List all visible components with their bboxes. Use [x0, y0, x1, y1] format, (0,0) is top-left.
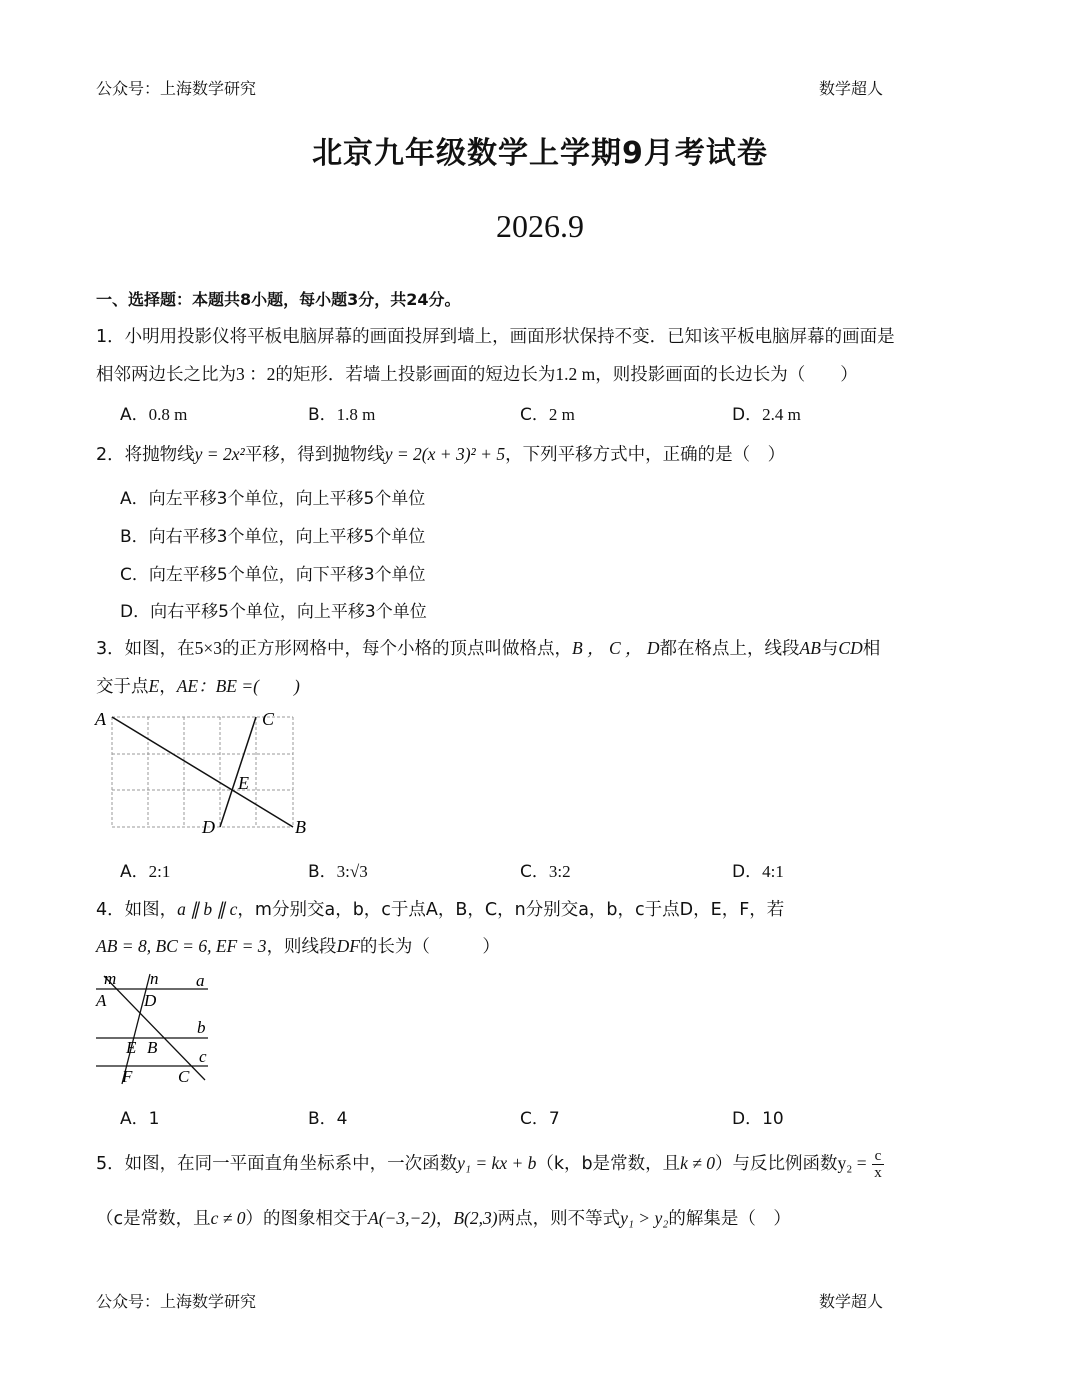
q1-text-c: ，则投影画面的长边长为（ ） [595, 365, 858, 385]
q5-line2: （c是常数，且c ≠ 0）的图象相交于A(−3,−2)，B(2,3)两点，则不等式y₁ > y₂的解集是（ ） [96, 1208, 791, 1229]
q2-text-c: ，下列平移方式中，正确的是（ ） [505, 445, 786, 465]
q2-text-a: 2．将抛物线 [96, 445, 195, 465]
segment-ab [112, 717, 293, 827]
header-left: 公众号：上海数学研究 [96, 79, 257, 98]
label-line-b: b [197, 1018, 206, 1037]
q1-text-a: 相邻两边长之比为 [96, 365, 236, 385]
label-point-c: C [178, 1067, 190, 1086]
q1-option-a[interactable]: A．0.8 m [120, 405, 188, 425]
label-line-c: c [199, 1047, 207, 1066]
q1-option-c[interactable]: C．2 m [520, 405, 575, 425]
q2-formula-1: y = 2x² [194, 444, 245, 464]
segment-cd [220, 717, 256, 827]
label-d: D [202, 817, 215, 837]
label-b: B [295, 817, 306, 837]
q4-option-d[interactable]: D．10 [732, 1109, 784, 1129]
q3-option-c[interactable]: C．3:2 [520, 862, 571, 882]
section-heading: 一、选择题：本题共8小题，每小题3分，共24分。 [96, 290, 461, 309]
label-e: E [238, 773, 249, 793]
label-c: C [262, 709, 275, 729]
label-point-f: F [122, 1067, 133, 1086]
q1-text-b: 的矩形．若墙上投影画面的短边长为 [275, 365, 556, 385]
label-n: n [150, 969, 159, 988]
label-point-d: D [144, 991, 157, 1010]
q5-line1: 5．如图，在同一平面直角坐标系中，一次函数y₁ = kx + b（k，b是常数，且k ≠ 0）与反比例函数y₂ = $\frac{c}{x}$ [96, 1147, 882, 1181]
q1-line2 [96, 361, 858, 386]
label-line-a: a [196, 971, 205, 990]
q1-line1: 1．小明用投影仪将平板电脑屏幕的画面投屏到墙上，画面形状保持不变．已知该平板电脑屏幕的画面是 [96, 327, 895, 347]
label-point-a: A [96, 991, 107, 1010]
q4-option-c[interactable]: C．7 [520, 1109, 560, 1129]
exam-date: 2026.9 [496, 208, 584, 244]
q3-grid-figure [90, 705, 320, 840]
q2-option-d[interactable]: D．向右平移5个单位，向上平移3个单位 [120, 602, 427, 622]
header-right: 数学超人 [819, 79, 884, 98]
q2-option-c[interactable]: C．向左平移5个单位，向下平移3个单位 [120, 565, 426, 585]
q4-option-b[interactable]: B．4 [308, 1109, 348, 1129]
q3-option-b[interactable]: B．3:√3 [308, 862, 368, 882]
q2-stem [96, 441, 785, 466]
q5-fraction: $\frac{c}{x}$ [874, 1147, 882, 1181]
q1-option-d[interactable]: D．2.4 m [732, 405, 801, 425]
q2-text-b: 平移，得到抛物线 [244, 445, 385, 465]
q1-length: 1.2 m [555, 364, 596, 384]
q2-option-b[interactable]: B．向右平移3个单位，向上平移5个单位 [120, 527, 426, 547]
footer-right: 数学超人 [819, 1292, 884, 1311]
footer-left: 公众号：上海数学研究 [96, 1292, 257, 1311]
q4-line2: AB = 8, BC = 6, EF = 3，则线段DF的长为（ ） [96, 936, 500, 957]
q2-formula-2: y = 2(x + 3)² + 5 [384, 444, 506, 464]
q1-ratio: 3 ：2 [236, 364, 276, 384]
label-m: m [104, 969, 117, 988]
label-point-b: B [147, 1038, 158, 1057]
label-point-e: E [126, 1038, 137, 1057]
q4-option-a[interactable]: A．1 [120, 1109, 160, 1129]
q3-option-a[interactable]: A．2:1 [120, 862, 171, 882]
label-a: A [95, 709, 106, 729]
q4-line1: 4．如图，a ∥ b ∥ c，m分别交a，b，c于点A，B，C，n分别交a，b，c于点D，E，F，若 [96, 899, 785, 920]
q4-parallel-figure [90, 968, 220, 1090]
q1-option-b[interactable]: B．1.8 m [308, 405, 376, 425]
page-title: 北京九年级数学上学期9月考试卷 [312, 136, 768, 171]
q3-line1: 3．如图，在5×3的正方形网格中，每个小格的顶点叫做格点，B ， C ， D都在格点上，线段AB与CD相 [96, 638, 881, 659]
q3-option-d[interactable]: D．4:1 [732, 862, 784, 882]
q2-option-a[interactable]: A．向左平移3个单位，向上平移5个单位 [120, 489, 426, 509]
q3-line2: 交于点E，AE：BE =( ) [96, 676, 300, 697]
